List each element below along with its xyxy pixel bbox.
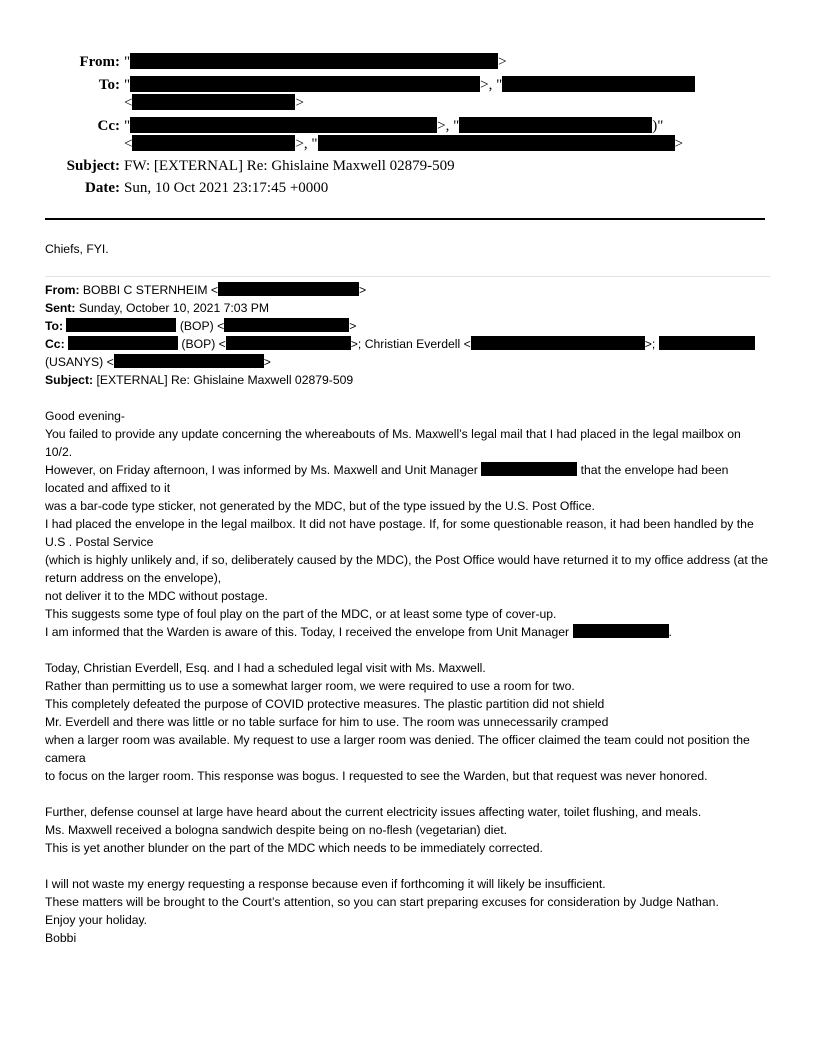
redaction — [130, 53, 498, 69]
cc-label: Cc: — [97, 118, 120, 134]
body-line: This is yet another blunder on the part of the MDC which needs to be immediately corrected. — [45, 841, 543, 855]
redaction — [659, 336, 755, 350]
body-line: Ms. Maxwell received a bologna sandwich despite being on no-flesh (vegetarian) diet. — [45, 823, 508, 837]
body-line — [45, 461, 770, 497]
redaction — [218, 282, 359, 296]
body-line: Further, defense counsel at large have heard about the current electricity issues affecting water, toilet flushing, and meals. — [45, 805, 702, 819]
cc-value: " >, " )" — [124, 118, 664, 134]
redaction — [66, 318, 176, 332]
header-divider — [45, 218, 765, 220]
fwd-cc-org2: (USANYS) — [45, 355, 104, 369]
fwd-cc-label: Cc: — [45, 337, 65, 351]
fwd-subject-line — [45, 371, 770, 389]
body-line: I will not waste my energy requesting a response because even if forthcoming it will likely be insufficient. — [45, 877, 606, 891]
body-text: I am informed that the Warden is aware of this. Today, I received the envelope from Unit Manager — [45, 625, 570, 639]
redaction — [502, 76, 695, 92]
body-line: Mr. Everdell and there was little or no table surface for him to use. The room was unnecessarily cramped — [45, 715, 609, 729]
body-line: Enjoy your holiday. — [45, 913, 148, 927]
body-line: This suggests some type of foul play on the part of the MDC, or at least some type of cover-up. — [45, 607, 557, 621]
fwd-cc-name: Christian Everdell — [364, 337, 461, 351]
redaction — [68, 336, 178, 350]
signature: Bobbi — [45, 931, 77, 945]
fwd-sent-label: Sent: — [45, 301, 76, 315]
fwd-to-line: To: (BOP) < > — [45, 319, 357, 333]
fwd-to-org: (BOP) — [179, 319, 214, 333]
fwd-cc-org: (BOP) — [181, 337, 216, 351]
fwd-from-line: From: BOBBI C STERNHEIM < > — [45, 283, 367, 297]
forwarded-header — [45, 281, 770, 389]
fwd-cc-line-cont: (USANYS) < > — [45, 355, 271, 369]
body-text: that the envelope had been located and affixed to it — [45, 463, 729, 495]
redaction — [318, 135, 675, 151]
body-line: (which is highly unlikely and, if so, deliberately caused by the MDC), the Post Office would have returned it to my office address (at the return address on the envelope), — [45, 553, 769, 585]
body-line: I am informed that the Warden is aware of this. Today, I received the envelope from Unit Manager . — [45, 625, 672, 639]
fwd-from-name: BOBBI C STERNHEIM — [82, 283, 208, 297]
fwd-sent-value: Sunday, October 10, 2021 7:03 PM — [78, 301, 270, 315]
body-line: when a larger room was available. My request to use a larger room was denied. The officer claimed the team could not position the camera — [45, 733, 750, 765]
redaction — [481, 462, 577, 476]
subject-value: FW: [EXTERNAL] Re: Ghislaine Maxwell 02879-509 — [124, 158, 455, 174]
date-value: Sun, 10 Oct 2021 23:17:45 +0000 — [124, 180, 329, 196]
cc-value-cont: < >, " > — [124, 136, 684, 152]
redaction — [132, 94, 295, 110]
redaction — [130, 76, 480, 92]
email-header — [0, 53, 816, 203]
fwd-subject-label: Subject: — [45, 373, 94, 387]
fwd-sent-line — [45, 299, 770, 317]
body-line: You failed to provide any update concerning the whereabouts of Ms. Maxwell’s legal mail that I had placed in the legal mailbox on 10/2. — [45, 427, 741, 459]
redaction — [224, 318, 349, 332]
to-value-cont: < > — [124, 95, 304, 111]
body-line: This completely defeated the purpose of COVID protective measures. The plastic partition did not shield — [45, 697, 605, 711]
body-text: However, on Friday afternoon, I was informed by Ms. Maxwell and Unit Manager — [45, 463, 478, 477]
fwd-subject-value: [EXTERNAL] Re: Ghislaine Maxwell 02879-509 — [96, 373, 354, 387]
body-line: Rather than permitting us to use a somewhat larger room, we were required to use a room for two. — [45, 679, 575, 693]
body-line: to focus on the larger room. This response was bogus. I requested to see the Warden, but that request was never honored. — [45, 769, 708, 783]
body-line: not deliver it to the MDC without postage. — [45, 589, 268, 603]
intro-text: Chiefs, FYI. — [45, 242, 109, 256]
date-label: Date: — [85, 180, 120, 196]
redaction — [459, 117, 652, 133]
intro-block — [45, 240, 770, 258]
fwd-cc-line: Cc: (BOP) < >; Christian Everdell < >; — [45, 335, 770, 353]
redaction — [573, 624, 669, 638]
greeting: Good evening- — [45, 409, 125, 423]
from-label: From: — [79, 54, 120, 70]
body-line: was a bar-code type sticker, not generated by the MDC, but of the type issued by the U.S. Post Office. — [45, 499, 595, 513]
to-label: To: — [98, 77, 120, 93]
body-line: These matters will be brought to the Court’s attention, so you can start preparing excuses for consideration by Judge Nathan. — [45, 895, 719, 909]
redaction — [132, 135, 295, 151]
forward-divider — [45, 276, 770, 277]
redaction — [471, 336, 645, 350]
redaction — [226, 336, 351, 350]
body-line: Today, Christian Everdell, Esq. and I had a scheduled legal visit with Ms. Maxwell. — [45, 661, 486, 675]
subject-label: Subject: — [66, 158, 120, 174]
message-body — [45, 407, 770, 947]
redaction — [130, 117, 437, 133]
from-value: " > — [124, 54, 507, 70]
to-value: " >, " — [124, 76, 695, 94]
fwd-from-label: From: — [45, 283, 80, 297]
fwd-to-label: To: — [45, 319, 64, 333]
body-line: I had placed the envelope in the legal mailbox. It did not have postage. If, for some questionable reason, it had been handled by the U.S . Postal Service — [45, 517, 754, 549]
redaction — [114, 354, 264, 368]
